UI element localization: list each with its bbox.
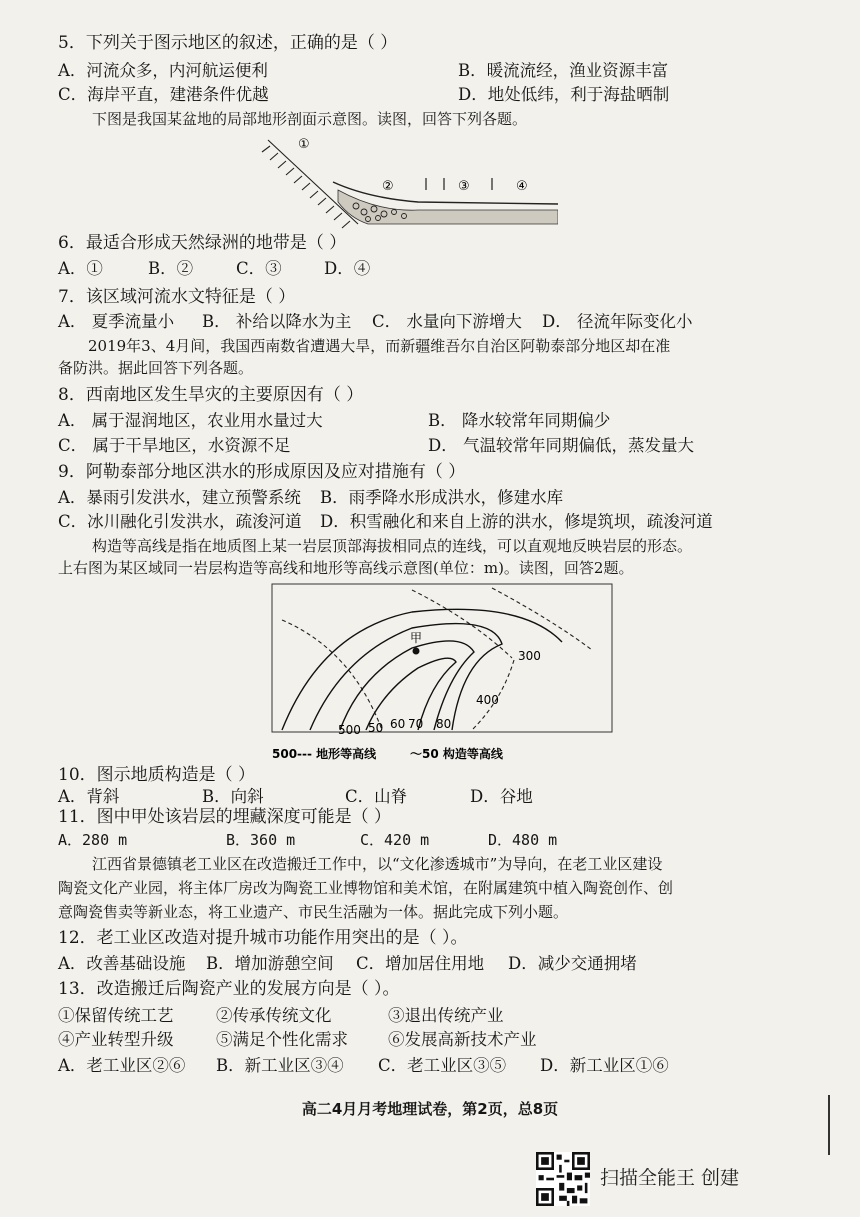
intro-drought-line1: 2019年3、4月间，我国西南数省遭遇大旱，而新疆维吾尔自治区阿勒泰部分地区却在准 [88,337,671,355]
q6-option-b: B．② [148,259,194,278]
basin-profile-figure [258,132,558,242]
q12-option-a: A．改善基础设施 [58,954,186,973]
intro-basin: 下图是我国某盆地的局部地形剖面示意图。读图，回答下列各题。 [92,110,528,128]
intro-drought-line2: 备防洪。据此回答下列各题。 [58,359,254,377]
q9-option-c: C．冰川融化引发洪水，疏浚河道 [58,512,302,531]
q10-option-c: C．山脊 [345,787,408,806]
terrain-label-500: 500 [338,723,361,737]
terrain-label-300: 300 [518,649,541,663]
basin-label-1: ① [298,137,310,152]
map-frame [272,584,612,732]
q13-statement-6: ⑥发展高新技术产业 [388,1030,537,1049]
q9-option-a: A．暴雨引发洪水，建立预警系统 [58,488,301,507]
q13-stem: 13．改造搬迁后陶瓷产业的发展方向是（ ）。 [58,979,400,999]
q13-option-c: C．老工业区③⑤ [378,1056,507,1075]
q8-stem: 8．西南地区发生旱灾的主要原因有（ ） [58,385,364,405]
q11-option-d: D．480 m [488,831,558,849]
structure-label-50: 50 [368,721,384,735]
qr-code-icon [536,1152,590,1206]
q13-statement-3: ③退出传统产业 [388,1006,504,1025]
q9-option-d: D．积雪融化和来自上游的洪水，修堤筑坝，疏浚河道 [320,512,713,531]
intro-contour-line1: 构造等高线是指在地质图上某一岩层顶部海拔相同点的连线，可以直观地反映岩层的形态。 [92,537,693,555]
contour-map-figure [262,580,622,770]
q5-option-b: B．暖流流经，渔业资源丰富 [458,61,669,80]
q10-option-b: B．向斜 [202,787,264,806]
legend-structure: ～50 构造等高线 [410,747,503,761]
q8-option-c: C． 属于干旱地区，水资源不足 [58,436,291,455]
terrain-label-400: 400 [476,693,499,707]
q9-option-b: B．雨季降水形成洪水，修建水库 [320,488,564,507]
structure-label-70: 70 [408,717,424,731]
q7-option-c: C． 水量向下游增大 [372,312,522,331]
q5-stem: 5．下列关于图示地区的叙述，正确的是（ ） [58,33,398,53]
q6-option-c: C．③ [236,259,282,278]
q10-stem: 10．图示地质构造是（ ） [58,765,256,785]
point-jia-label: 甲 [410,631,423,645]
q13-option-d: D．新工业区①⑥ [540,1056,669,1075]
structure-label-60: 60 [390,717,406,731]
q13-statement-1: ①保留传统工艺 [58,1006,174,1025]
q12-option-d: D．减少交通拥堵 [508,954,637,973]
q12-option-b: B．增加游憩空间 [206,954,334,973]
q7-option-a: A． 夏季流量小 [58,312,175,331]
q11-option-c: C．420 m [360,831,430,849]
q6-option-d: D．④ [324,259,371,278]
q12-stem: 12．老工业区改造对提升城市功能作用突出的是（ ）。 [58,928,468,948]
q7-option-d: D． 径流年际变化小 [542,312,693,331]
mountain-slope-hatching [262,140,358,228]
point-jia-marker [413,648,420,655]
q8-option-a: A． 属于湿润地区，农业用水量过大 [58,411,323,430]
basin-label-3: ③ [458,179,470,194]
q8-option-d: D． 气温较常年同期偏低，蒸发量大 [428,436,694,455]
q10-option-a: A．背斜 [58,787,120,806]
q13-statement-2: ②传承传统文化 [216,1006,332,1025]
q10-option-d: D．谷地 [470,787,533,806]
q5-option-c: C．海岸平直，建港条件优越 [58,85,269,104]
q8-option-b: B． 降水较常年同期偏少 [428,411,611,430]
legend-terrain: 500--- 地形等高线 [272,747,377,761]
q11-option-a: A．280 m [58,831,128,849]
q13-option-a: A．老工业区②⑥ [58,1056,186,1075]
intro-jingdezhen-line1: 江西省景德镇老工业区在改造搬迁工作中，以“文化渗透城市”为导向，在老工业区建设 [92,855,663,873]
q7-stem: 7．该区域河流水文特征是（ ） [58,287,296,307]
q6-stem: 6．最适合形成天然绿洲的地带是（ ） [58,233,347,253]
basin-label-2: ② [382,179,394,194]
q13-option-b: B．新工业区③④ [216,1056,344,1075]
q9-stem: 9．阿勒泰部分地区洪水的形成原因及应对措施有（ ） [58,462,466,482]
q13-statement-4: ④产业转型升级 [58,1030,174,1049]
page-edge-divider [828,1095,830,1155]
structure-contours [282,609,562,730]
q12-option-c: C．增加居住用地 [356,954,485,973]
q11-option-b: B．360 m [226,831,296,849]
q5-option-a: A．河流众多，内河航运便利 [58,61,268,80]
q13-statement-5: ⑤满足个性化需求 [216,1030,348,1049]
basin-label-4: ④ [516,179,528,194]
intro-jingdezhen-line3: 意陶瓷售卖等新业态，将工业遗产、市民生活融为一体。据此完成下列小题。 [58,903,569,921]
q7-option-b: B． 补给以降水为主 [202,312,352,331]
page-footer: 高二4月月考地理试卷，第2页，总8页 [301,1100,559,1118]
scanner-watermark: 扫描全能王 创建 [600,1167,740,1189]
structure-label-80: 80 [436,717,452,731]
intro-jingdezhen-line2: 陶瓷文化产业园，将主体厂房改为陶瓷工业博物馆和美术馆，在附属建筑中植入陶瓷创作、创 [58,879,674,897]
q5-option-d: D．地处低纬，利于海盐晒制 [458,85,670,104]
q11-stem: 11．图中甲处该岩层的埋藏深度可能是（ ） [58,807,392,827]
intro-contour-line2: 上右图为某区域同一岩层构造等高线和地形等高线示意图(单位：m)。读图，回答2题。 [58,559,634,577]
q6-option-a: A．① [58,259,103,278]
